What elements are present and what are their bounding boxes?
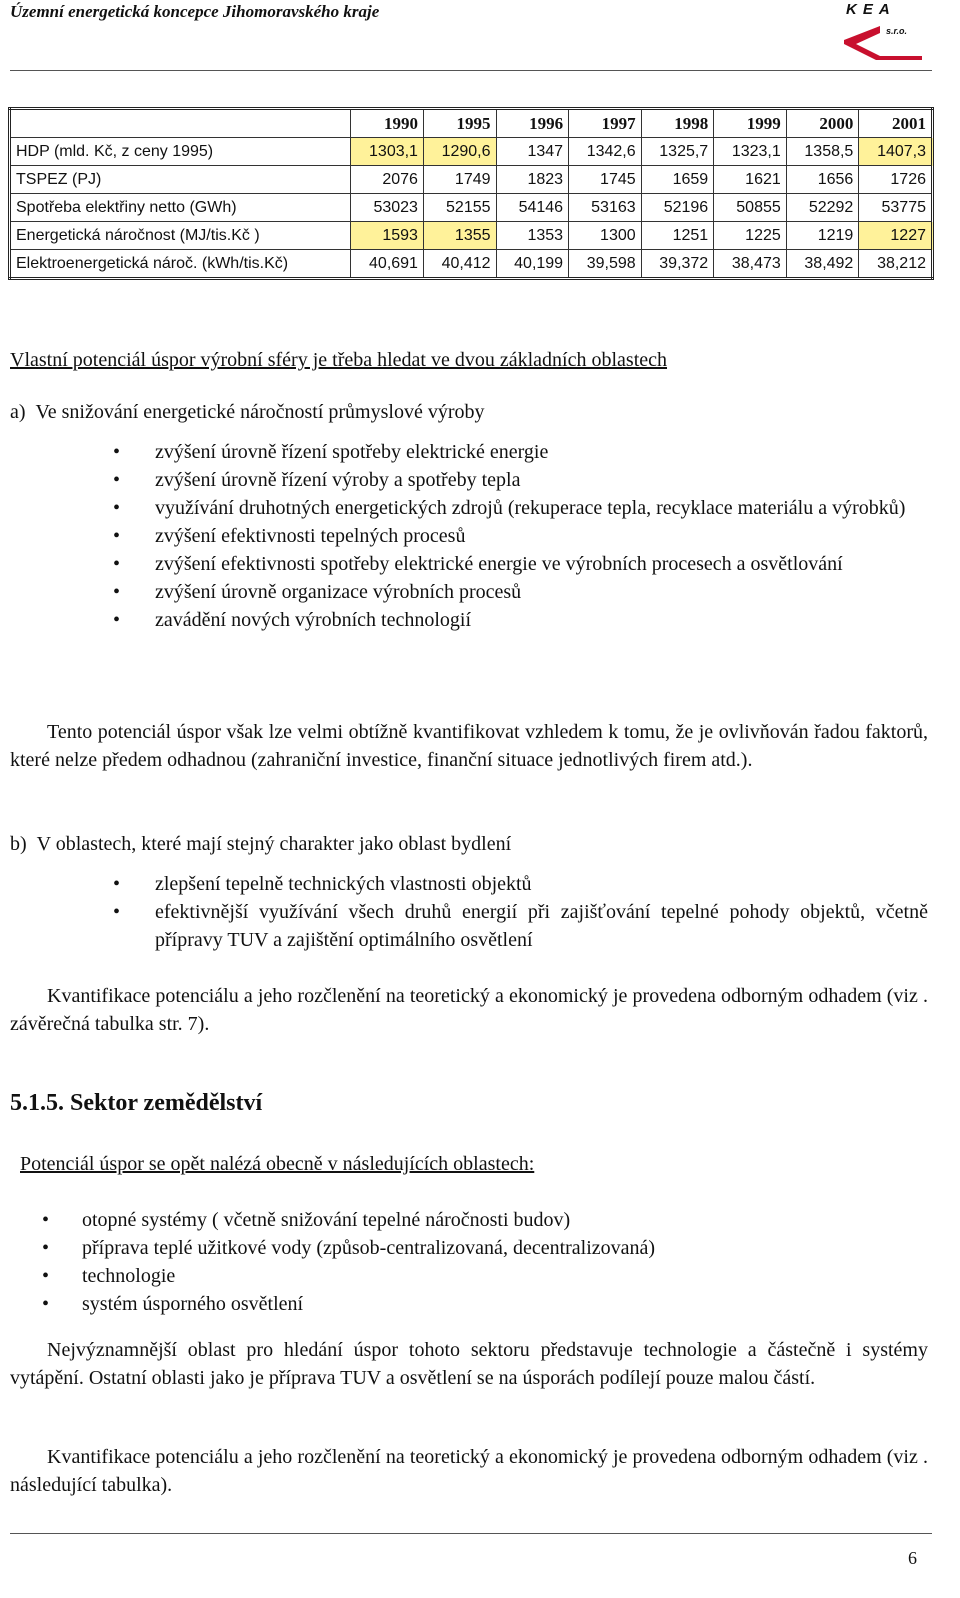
list-item: • zavádění nových výrobních technologií	[155, 606, 928, 634]
measures-list-b	[155, 870, 928, 954]
measures-list-a	[155, 438, 928, 634]
table-row	[10, 194, 933, 222]
table-cell: 40,199	[496, 250, 569, 279]
list-item: • technologie	[82, 1262, 928, 1290]
table-cell: 1593	[351, 222, 424, 250]
row-label: HDP (mld. Kč, z ceny 1995)	[10, 138, 351, 166]
table-cell: 52155	[423, 194, 496, 222]
table-cell: 1325,7	[641, 138, 714, 166]
table-cell: 39,598	[569, 250, 642, 279]
table-cell: 1347	[496, 138, 569, 166]
table-cell: 1219	[786, 222, 859, 250]
table-header-empty	[10, 109, 351, 138]
table-cell: 1659	[641, 166, 714, 194]
row-label: Spotřeba elektřiny netto (GWh)	[10, 194, 351, 222]
table-cell: 40,691	[351, 250, 424, 279]
table-cell: 1342,6	[569, 138, 642, 166]
row-label: Energetická náročnost (MJ/tis.Kč )	[10, 222, 351, 250]
table-cell: 1227	[859, 222, 933, 250]
table-row	[10, 138, 933, 166]
year-header: 1990	[351, 109, 424, 138]
row-label: TSPEZ (PJ)	[10, 166, 351, 194]
list-item: • zvýšení efektivnosti spotřeby elektrické energie ve výrobních procesech a osvětlování	[155, 550, 928, 578]
table-cell: 1290,6	[423, 138, 496, 166]
header-rule	[10, 70, 932, 71]
table-cell: 1225	[714, 222, 787, 250]
section-heading-agriculture: 5.1.5. Sektor zemědělství	[10, 1090, 263, 1116]
year-header: 1995	[423, 109, 496, 138]
table-cell: 1621	[714, 166, 787, 194]
table-cell: 1407,3	[859, 138, 933, 166]
table-cell: 52292	[786, 194, 859, 222]
intro-text-2	[10, 1150, 928, 1178]
svg-text:s.r.o.: s.r.o.	[886, 26, 908, 36]
paragraph-d: Kvantifikace potenciálu a jeho rozčlenění na teoretický a ekonomický je provedena odborným odhadem (viz . následující tabulka).	[10, 1446, 928, 1496]
table-cell: 53023	[351, 194, 424, 222]
list-item: • zvýšení úrovně organizace výrobních procesů	[155, 578, 928, 606]
list-item: • využívání druhotných energetických zdrojů (rekuperace tepla, recyklace materiálu a výrobků)	[155, 494, 928, 522]
year-header: 2000	[786, 109, 859, 138]
table-row	[10, 250, 933, 279]
table-cell: 1749	[423, 166, 496, 194]
kea-logo	[840, 0, 930, 62]
table-cell: 50855	[714, 194, 787, 222]
list-item: • zvýšení efektivnosti tepelných procesů	[155, 522, 928, 550]
energy-indicators-table	[8, 107, 934, 280]
list-item: • zlepšení tepelně technických vlastnosti objektů	[155, 870, 928, 898]
paragraph-c: Nejvýznamnější oblast pro hledání úspor tohoto sektoru představuje technologie a částečně i systémy vytápění. Ostatní oblasti jako je příprava TUV a osvětlení se na úsporách podílejí pouze malou částí.	[10, 1339, 928, 1389]
list-item: • systém úsporného osvětlení	[82, 1290, 928, 1318]
year-header: 2001	[859, 109, 933, 138]
table-cell: 1353	[496, 222, 569, 250]
table-cell: 1303,1	[351, 138, 424, 166]
table-cell: 1656	[786, 166, 859, 194]
svg-text:KEA: KEA	[846, 1, 896, 18]
table-cell: 1300	[569, 222, 642, 250]
year-header: 1996	[496, 109, 569, 138]
table-cell: 1323,1	[714, 138, 787, 166]
paragraph-a: Tento potenciál úspor však lze velmi obtížně kvantifikovat vzhledem k tomu, že je ovlivňován řadou faktorů, které nelze předem odhadnou (zahraniční investice, finanční situace jednotlivých firem atd.).	[10, 721, 928, 771]
table-cell: 2076	[351, 166, 424, 194]
list-item: • příprava teplé užitkové vody (způsob-centralizovaná, decentralizovaná)	[82, 1234, 928, 1262]
list-item: • efektivnější využívání všech druhů energií při zajišťování tepelné pohody objektů, včetně přípravy TUV a zajištění optimálního osvětlení	[155, 898, 928, 954]
page-number: 6	[908, 1548, 917, 1568]
table-cell: 53775	[859, 194, 933, 222]
table-cell: 39,372	[641, 250, 714, 279]
table-cell: 1355	[423, 222, 496, 250]
list-item: • otopné systémy ( včetně snižování tepelné náročnosti budov)	[82, 1206, 928, 1234]
footer-rule	[10, 1533, 932, 1534]
table-cell: 40,412	[423, 250, 496, 279]
table-cell: 1251	[641, 222, 714, 250]
table-cell: 1823	[496, 166, 569, 194]
year-header: 1997	[569, 109, 642, 138]
paragraph-b: Kvantifikace potenciálu a jeho rozčlenění na teoretický a ekonomický je provedena odborným odhadem (viz . závěrečná tabulka str. 7).	[10, 985, 928, 1035]
table-cell: 53163	[569, 194, 642, 222]
year-header: 1999	[714, 109, 787, 138]
list-item: • zvýšení úrovně řízení výroby a spotřeby tepla	[155, 466, 928, 494]
table-cell: 52196	[641, 194, 714, 222]
table-cell: 38,492	[786, 250, 859, 279]
table-row	[10, 222, 933, 250]
table-cell: 38,473	[714, 250, 787, 279]
intro-text: Vlastní potenciál úspor výrobní sféry je třeba hledat ve dvou základních oblastech	[10, 349, 668, 371]
table-cell: 1358,5	[786, 138, 859, 166]
list-item: • zvýšení úrovně řízení spotřeby elektrické energie	[155, 438, 928, 466]
table-cell: 54146	[496, 194, 569, 222]
document-header-title: Územní energetická koncepce Jihomoravského kraje	[10, 2, 380, 21]
row-label: Elektroenergetická nároč. (kWh/tis.Kč)	[10, 250, 351, 279]
table-cell: 38,212	[859, 250, 933, 279]
table-row	[10, 166, 933, 194]
section-a-title: a) Ve snižování energetické náročností průmyslové výroby	[10, 401, 485, 423]
section-b-title: b) V oblastech, které mají stejný charakter jako oblast bydlení	[10, 833, 512, 855]
table-header-row	[10, 109, 933, 138]
year-header: 1998	[641, 109, 714, 138]
table-cell: 1745	[569, 166, 642, 194]
areas-list	[82, 1206, 928, 1318]
intro-text-2-label: Potenciál úspor se opět nalézá obecně v následujících oblastech:	[20, 1153, 535, 1175]
table-cell: 1726	[859, 166, 933, 194]
